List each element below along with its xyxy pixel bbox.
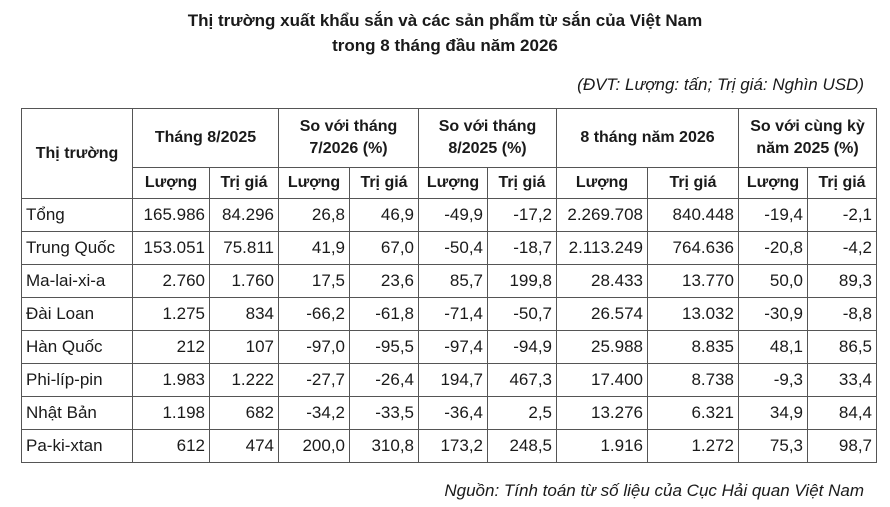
table-row xyxy=(22,232,877,265)
value-cell: -97,4 xyxy=(419,331,488,364)
value-cell: 26,8 xyxy=(279,199,350,232)
table-row xyxy=(22,331,877,364)
market-cell: Nhật Bản xyxy=(22,397,133,430)
value-cell: -71,4 xyxy=(419,298,488,331)
value-cell: -36,4 xyxy=(419,397,488,430)
value-cell: -26,4 xyxy=(350,364,419,397)
value-cell: 682 xyxy=(210,397,279,430)
market-cell: Đài Loan xyxy=(22,298,133,331)
value-cell: 17,5 xyxy=(279,265,350,298)
value-cell: 310,8 xyxy=(350,430,419,463)
value-cell: -94,9 xyxy=(488,331,557,364)
value-cell: 153.051 xyxy=(133,232,210,265)
value-cell: 474 xyxy=(210,430,279,463)
value-cell: 46,9 xyxy=(350,199,419,232)
market-header: Thị trường xyxy=(22,109,133,199)
value-cell: 1.760 xyxy=(210,265,279,298)
value-cell: 1.198 xyxy=(133,397,210,430)
value-cell: -9,3 xyxy=(739,364,808,397)
value-cell: 173,2 xyxy=(419,430,488,463)
value-cell: -30,9 xyxy=(739,298,808,331)
market-cell: Pa-ki-xtan xyxy=(22,430,133,463)
value-cell: 840.448 xyxy=(648,199,739,232)
value-cell: -66,2 xyxy=(279,298,350,331)
value-cell: 248,5 xyxy=(488,430,557,463)
value-cell: 67,0 xyxy=(350,232,419,265)
value-cell: -8,8 xyxy=(808,298,877,331)
table-row xyxy=(22,364,877,397)
table-title xyxy=(0,8,890,58)
value-cell: 834 xyxy=(210,298,279,331)
subheader-value: Trị giá xyxy=(210,168,279,199)
value-cell: 1.222 xyxy=(210,364,279,397)
value-cell: 200,0 xyxy=(279,430,350,463)
value-cell: -33,5 xyxy=(350,397,419,430)
value-cell: 33,4 xyxy=(808,364,877,397)
table-row xyxy=(22,298,877,331)
subheader-value: Trị giá xyxy=(350,168,419,199)
value-cell: 199,8 xyxy=(488,265,557,298)
value-cell: -97,0 xyxy=(279,331,350,364)
value-cell: 89,3 xyxy=(808,265,877,298)
value-cell: 194,7 xyxy=(419,364,488,397)
subheader-value: Trị giá xyxy=(808,168,877,199)
value-cell: -19,4 xyxy=(739,199,808,232)
value-cell: 2,5 xyxy=(488,397,557,430)
value-cell: -50,4 xyxy=(419,232,488,265)
subheader-quantity: Lượng xyxy=(419,168,488,199)
value-cell: 25.988 xyxy=(557,331,648,364)
value-cell: -2,1 xyxy=(808,199,877,232)
value-cell: 1.916 xyxy=(557,430,648,463)
value-cell: 1.275 xyxy=(133,298,210,331)
value-cell: 8.835 xyxy=(648,331,739,364)
group-header-vs-same-period: So với cùng kỳ năm 2025 (%) xyxy=(739,109,877,168)
subheader-value: Trị giá xyxy=(648,168,739,199)
value-cell: -49,9 xyxy=(419,199,488,232)
table-row xyxy=(22,430,877,463)
unit-note: (ĐVT: Lượng: tấn; Trị giá: Nghìn USD) xyxy=(577,75,864,94)
value-cell: 2.269.708 xyxy=(557,199,648,232)
value-cell: 212 xyxy=(133,331,210,364)
value-cell: 1.272 xyxy=(648,430,739,463)
value-cell: 75,3 xyxy=(739,430,808,463)
value-cell: 48,1 xyxy=(739,331,808,364)
table-row xyxy=(22,397,877,430)
value-cell: 17.400 xyxy=(557,364,648,397)
table-row xyxy=(22,265,877,298)
market-cell: Trung Quốc xyxy=(22,232,133,265)
value-cell: 98,7 xyxy=(808,430,877,463)
value-cell: 13.276 xyxy=(557,397,648,430)
value-cell: -20,8 xyxy=(739,232,808,265)
value-cell: 13.770 xyxy=(648,265,739,298)
value-cell: -61,8 xyxy=(350,298,419,331)
subheader-quantity: Lượng xyxy=(557,168,648,199)
value-cell: -17,2 xyxy=(488,199,557,232)
value-cell: -18,7 xyxy=(488,232,557,265)
value-cell: 85,7 xyxy=(419,265,488,298)
value-cell: 2.760 xyxy=(133,265,210,298)
subheader-quantity: Lượng xyxy=(739,168,808,199)
group-header-aug-2025: Tháng 8/2025 xyxy=(133,109,279,168)
subheader-quantity: Lượng xyxy=(133,168,210,199)
value-cell: 107 xyxy=(210,331,279,364)
value-cell: 13.032 xyxy=(648,298,739,331)
value-cell: -50,7 xyxy=(488,298,557,331)
table-row xyxy=(22,199,877,232)
value-cell: 2.113.249 xyxy=(557,232,648,265)
title-line-1: Thị trường xuất khẩu sắn và các sản phẩm từ sắn của Việt Nam xyxy=(187,11,703,30)
value-cell: 165.986 xyxy=(133,199,210,232)
value-cell: 50,0 xyxy=(739,265,808,298)
value-cell: 8.738 xyxy=(648,364,739,397)
market-cell: Tổng xyxy=(22,199,133,232)
subheader-value: Trị giá xyxy=(488,168,557,199)
group-header-vs-aug-2025: So với tháng 8/2025 (%) xyxy=(419,109,557,168)
group-header-vs-jul-2026: So với tháng 7/2026 (%) xyxy=(279,109,419,168)
title-line-2: trong 8 tháng đầu năm 2026 xyxy=(332,36,558,55)
value-cell: -27,7 xyxy=(279,364,350,397)
value-cell: 86,5 xyxy=(808,331,877,364)
value-cell: 467,3 xyxy=(488,364,557,397)
market-cell: Hàn Quốc xyxy=(22,331,133,364)
value-cell: -95,5 xyxy=(350,331,419,364)
value-cell: 84.296 xyxy=(210,199,279,232)
value-cell: -34,2 xyxy=(279,397,350,430)
group-header-8-months-2026: 8 tháng năm 2026 xyxy=(557,109,739,168)
value-cell: 34,9 xyxy=(739,397,808,430)
value-cell: 612 xyxy=(133,430,210,463)
value-cell: 1.983 xyxy=(133,364,210,397)
market-cell: Ma-lai-xi-a xyxy=(22,265,133,298)
value-cell: 84,4 xyxy=(808,397,877,430)
value-cell: 23,6 xyxy=(350,265,419,298)
subheader-quantity: Lượng xyxy=(279,168,350,199)
source-note: Nguồn: Tính toán từ số liệu của Cục Hải quan Việt Nam xyxy=(444,481,864,500)
value-cell: 26.574 xyxy=(557,298,648,331)
value-cell: 41,9 xyxy=(279,232,350,265)
value-cell: 764.636 xyxy=(648,232,739,265)
value-cell: 6.321 xyxy=(648,397,739,430)
value-cell: -4,2 xyxy=(808,232,877,265)
export-table xyxy=(21,108,877,463)
market-cell: Phi-líp-pin xyxy=(22,364,133,397)
value-cell: 28.433 xyxy=(557,265,648,298)
value-cell: 75.811 xyxy=(210,232,279,265)
